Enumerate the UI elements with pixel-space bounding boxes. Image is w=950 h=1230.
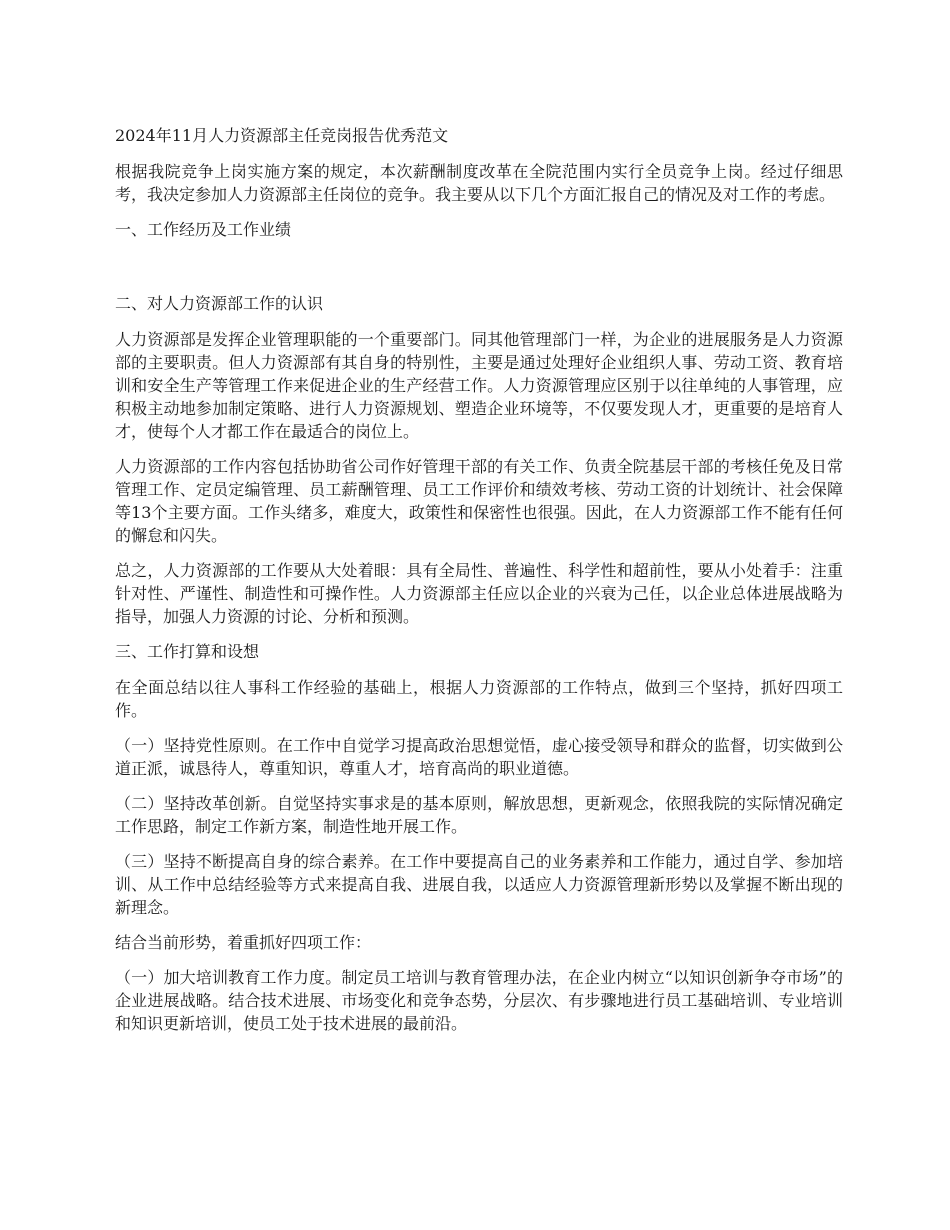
section-3-paragraph-2: （一）坚持党性原则。在工作中自觉学习提高政治思想觉悟，虚心接受领导和群众的监督，切实做到公道正派，诚恳待人，尊重知识，尊重人才，培育高尚的职业道德。 — [115, 736, 843, 778]
section-3-heading: 三、工作打算和设想 — [115, 642, 260, 661]
intro-paragraph: 根据我院竞争上岗实施方案的规定，本次薪酬制度改革在全院范围内实行全员竞争上岗。经过仔细思考，我决定参加人力资源部主任岗位的竞争。我主要从以下几个方面汇报自己的情况及对工作的考虑。 — [115, 162, 843, 204]
section-2-heading: 二、对人力资源部工作的认识 — [115, 294, 324, 313]
section-1-heading: 一、工作经历及工作业绩 — [115, 220, 292, 239]
section-3-paragraph-6: （一）加大培训教育工作力度。制定员工培训与教育管理办法，在企业内树立“以知识创新争夺市场”的企业进展战略。结合技术进展、市场变化和竞争态势，分层次、有步骤地进行员工基础培训、专业培训和知识更新培训，使员工处于技术进展的最前沿。 — [115, 968, 843, 1033]
section-3-paragraph-4: （三）坚持不断提高自身的综合素养。在工作中要提高自己的业务素养和工作能力，通过自学、参加培训、从工作中总结经验等方式来提高自我、进展自我，以适应人力资源管理新形势以及掌握不断出现的新理念。 — [115, 852, 843, 917]
section-3-paragraph-3: （二）坚持改革创新。自觉坚持实事求是的基本原则，解放思想，更新观念，依照我院的实际情况确定工作思路，制定工作新方案，制造性地开展工作。 — [115, 794, 843, 836]
section-2-paragraph-2: 人力资源部的工作内容包括协助省公司作好管理干部的有关工作、负责全院基层干部的考核任免及日常管理工作、定员定编管理、员工薪酬管理、员工工作评价和绩效考核、劳动工资的计划统计、社会保障等13个主要方面。工作头绪多，难度大，政策性和保密性也很强。因此，在人力资源部工作不能有任何的懈怠和闪失。 — [115, 457, 843, 545]
section-2-paragraph-3: 总之，人力资源部的工作要从大处着眼：具有全局性、普遍性、科学性和超前性，要从小处着手：注重针对性、严谨性、制造性和可操作性。人力资源部主任应以企业的兴衰为己任，以企业总体进展战略为指导，加强人力资源的讨论、分析和预测。 — [115, 561, 843, 626]
section-3-paragraph-5: 结合当前形势，着重抓好四项工作： — [115, 933, 372, 952]
section-3-paragraph-1: 在全面总结以往人事科工作经验的基础上，根据人力资源部的工作特点，做到三个坚持，抓好四项工作。 — [115, 678, 843, 720]
blank-space — [115, 254, 843, 292]
document-page — [115, 124, 843, 1047]
section-2-paragraph-1: 人力资源部是发挥企业管理职能的一个重要部门。同其他管理部门一样，为企业的进展服务是人力资源部的主要职责。但人力资源部有其自身的特别性，主要是通过处理好企业组织人事、劳动工资、教育培训和安全生产等管理工作来促进企业的生产经营工作。人力资源管理应区别于以往单纯的人事管理，应积极主动地参加制定策略、进行人力资源规划、塑造企业环境等，不仅要发现人才，更重要的是培育人才，使每个人才都工作在最适合的岗位上。 — [115, 330, 843, 441]
document-title: 2024年11月人力资源部主任竞岗报告优秀范文 — [115, 126, 449, 145]
